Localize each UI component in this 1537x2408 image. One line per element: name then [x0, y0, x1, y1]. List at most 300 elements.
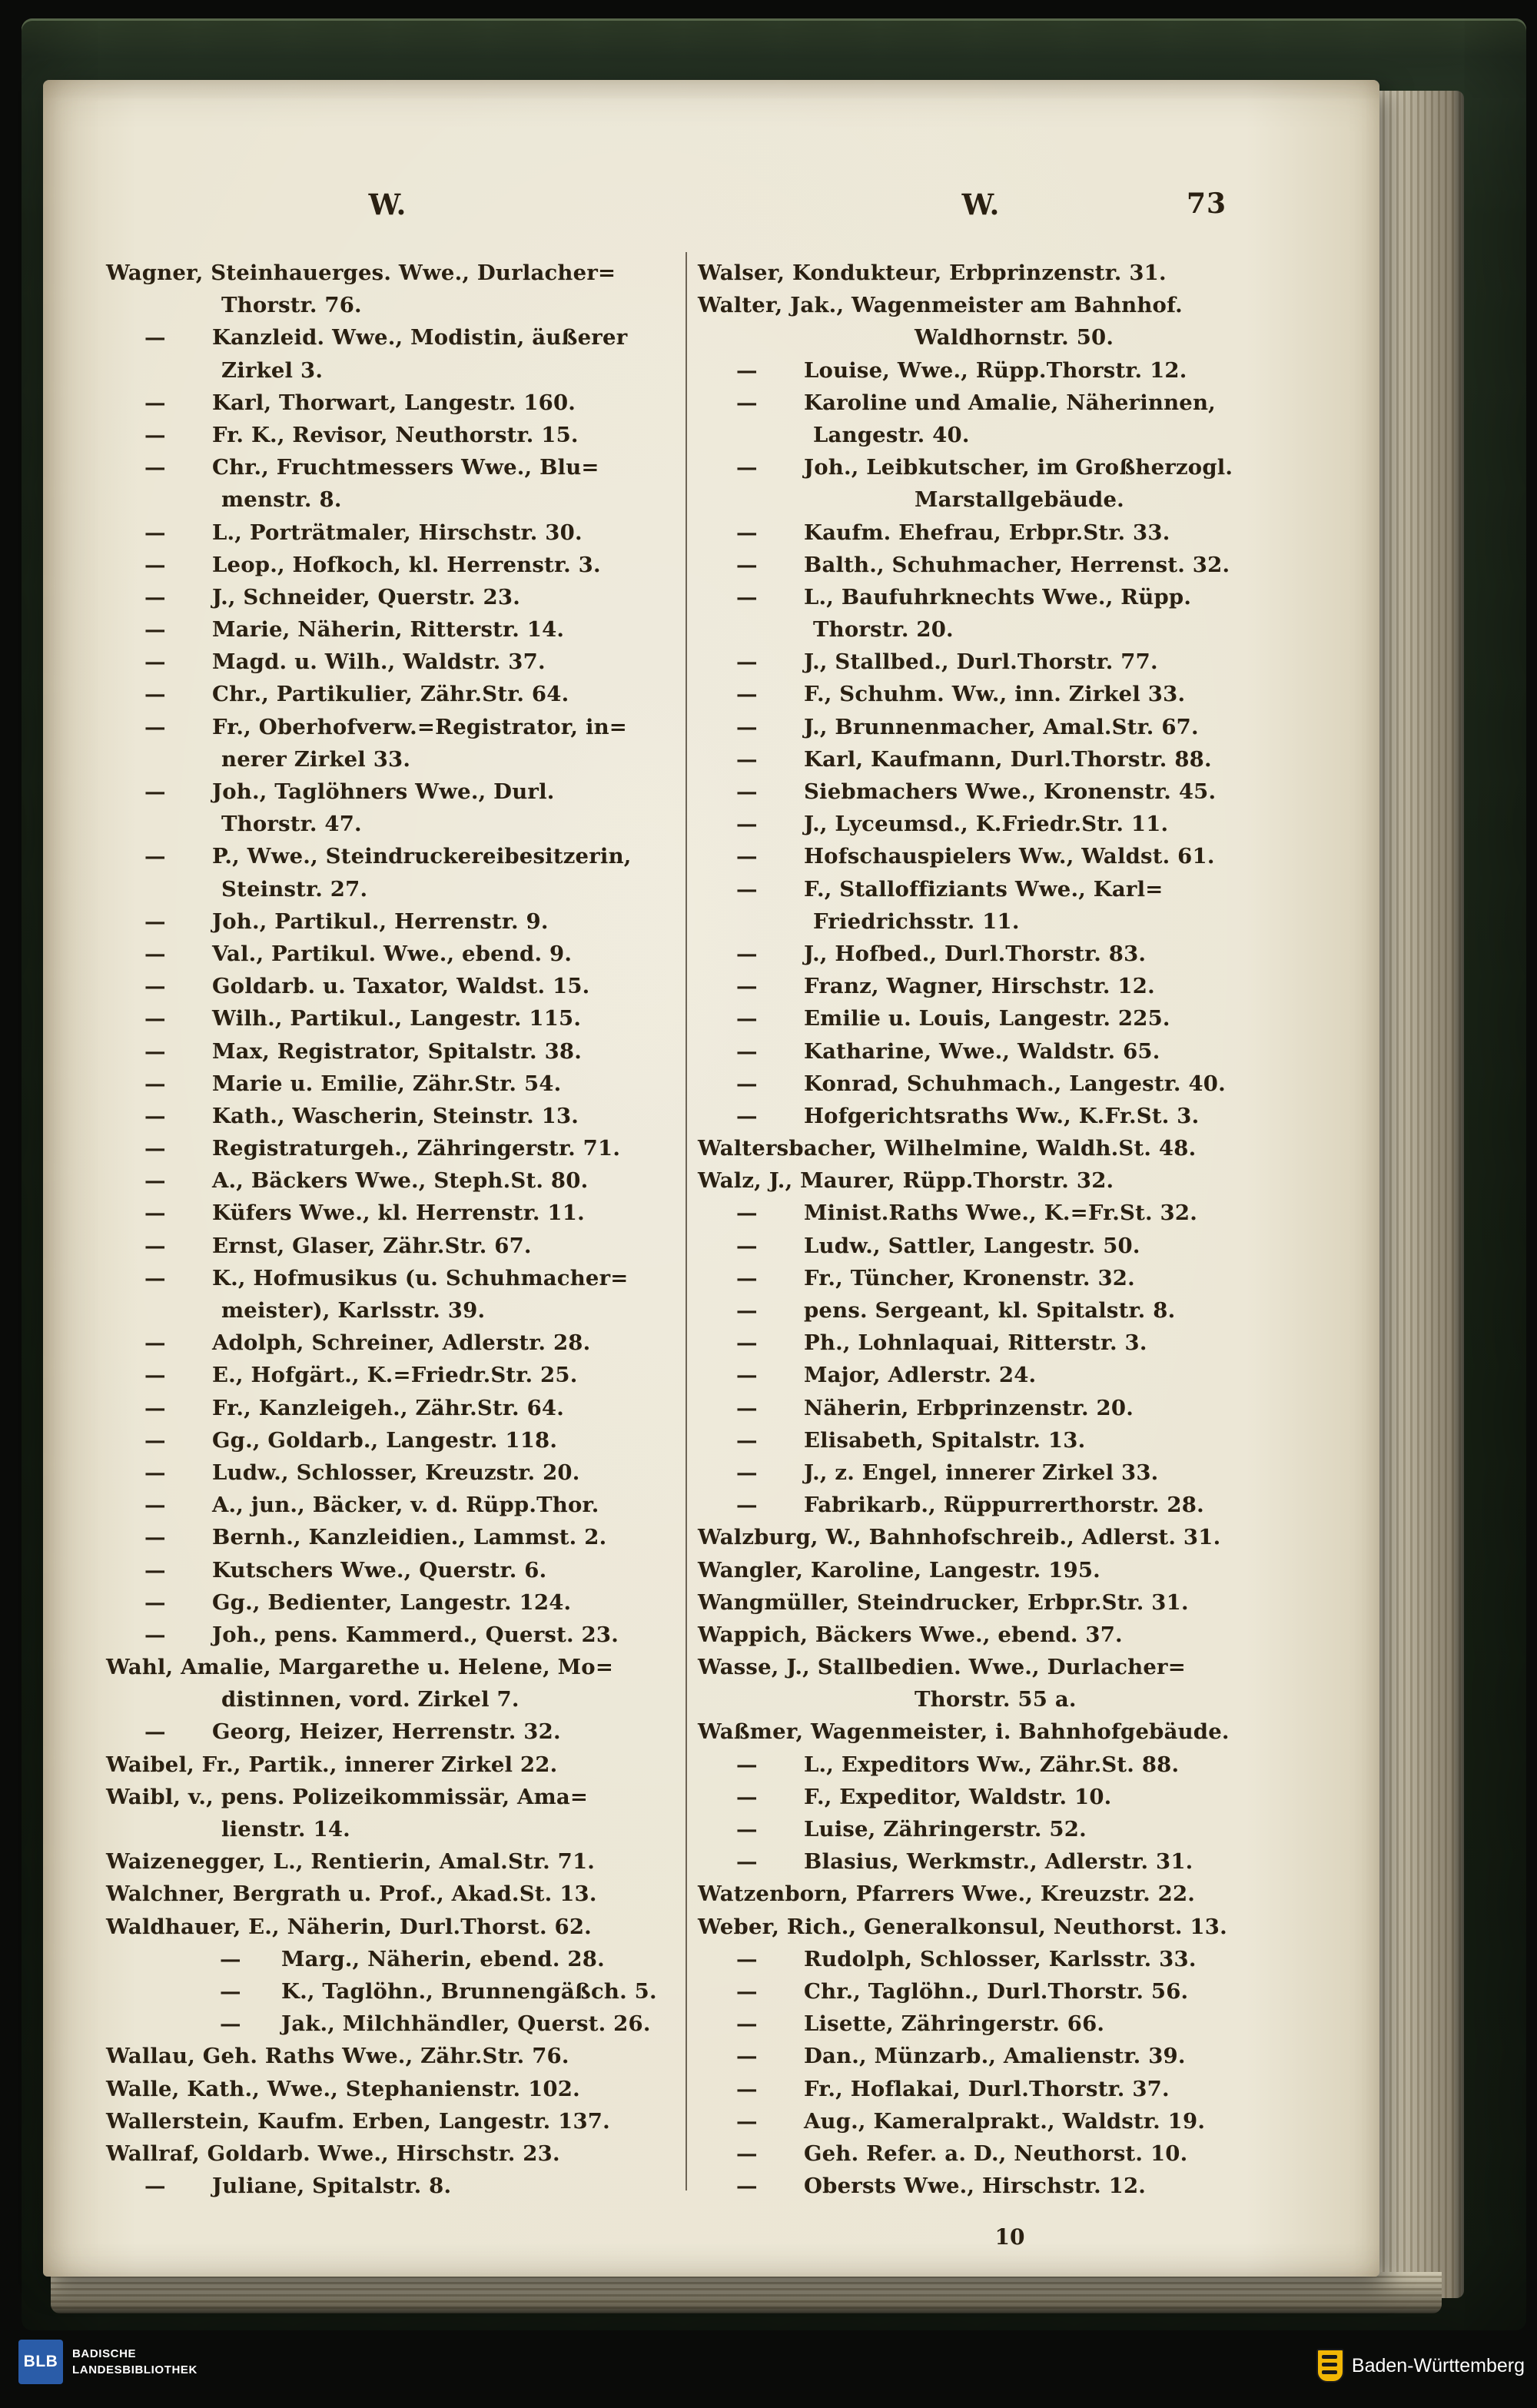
directory-line	[106, 840, 681, 872]
directory-line	[698, 1813, 1322, 1845]
directory-line-text: Ph., Lohnlaquai, Ritterstr. 3.	[804, 1330, 1147, 1356]
directory-line	[698, 1943, 1322, 1975]
directory-line-text: Karl, Kaufmann, Durl.Thorstr. 88.	[804, 746, 1212, 772]
repeat-surname-dash: —	[144, 1006, 166, 1031]
directory-line-text: Langestr. 40.	[813, 422, 970, 447]
signature-mark: 10	[994, 2224, 1025, 2250]
repeat-surname-dash: —	[144, 1493, 166, 1518]
directory-line	[698, 808, 1322, 840]
directory-line-text: Joh., Taglöhners Wwe., Durl.	[212, 779, 555, 804]
directory-line-text: Walz, J., Maurer, Rüpp.Thorstr. 32.	[698, 1168, 1114, 1194]
directory-line-text: Weber, Rich., Generalkonsul, Neuthorst. 13.	[698, 1914, 1227, 1939]
directory-line	[698, 1230, 1322, 1262]
directory-line-text: Fr., Oberhofverw.=Registrator, in=	[212, 714, 628, 739]
repeat-surname-dash: —	[736, 1493, 758, 1518]
repeat-surname-dash: —	[736, 1071, 758, 1096]
directory-line	[106, 1197, 681, 1229]
page-number: 73	[1187, 188, 1227, 220]
directory-line	[106, 549, 681, 581]
page-edge-stack	[1378, 91, 1464, 2298]
repeat-surname-dash: —	[736, 1978, 758, 2004]
directory-line	[106, 354, 681, 387]
directory-line	[106, 1911, 681, 1943]
directory-line-text: Major, Adlerstr. 24.	[804, 1363, 1037, 1388]
directory-line-text: A., Bäckers Wwe., Steph.St. 80.	[212, 1168, 589, 1194]
directory-line-text: Marstallgebäude.	[915, 487, 1124, 513]
directory-line	[106, 1521, 681, 1553]
repeat-surname-dash: —	[144, 1168, 166, 1194]
repeat-surname-dash: —	[144, 617, 166, 643]
directory-line-text: L., Porträtmaler, Hirschstr. 30.	[212, 520, 583, 545]
crest-lion-bar	[1322, 2363, 1337, 2366]
directory-line	[106, 257, 681, 289]
repeat-surname-dash: —	[220, 1978, 241, 2004]
directory-line	[106, 808, 681, 840]
directory-line-text: Emilie u. Louis, Langestr. 225.	[804, 1006, 1170, 1031]
directory-line-text: Aug., Kameralprakt., Waldstr. 19.	[804, 2108, 1206, 2134]
directory-line-text: K., Taglöhn., Brunnengäßch. 5.	[281, 1978, 657, 2004]
directory-line-text: Elisabeth, Spitalstr. 13.	[804, 1427, 1086, 1453]
directory-line	[698, 1327, 1322, 1359]
directory-line-text: Wahl, Amalie, Margarethe u. Helene, Mo=	[106, 1655, 614, 1680]
directory-line	[698, 1262, 1322, 1294]
repeat-surname-dash: —	[736, 1233, 758, 1258]
directory-line	[698, 549, 1322, 581]
repeat-surname-dash: —	[736, 1103, 758, 1128]
directory-line-text: Hofgerichtsraths Ww., K.Fr.St. 3.	[804, 1103, 1200, 1128]
directory-line-text: Ernst, Glaser, Zähr.Str. 67.	[212, 1233, 532, 1258]
repeat-surname-dash: —	[736, 746, 758, 772]
directory-line	[106, 873, 681, 905]
directory-line-text: Kaufm. Ehefrau, Erbpr.Str. 33.	[804, 520, 1170, 545]
repeat-surname-dash: —	[144, 1103, 166, 1128]
directory-line-text: Walser, Kondukteur, Erbprinzenstr. 31.	[698, 261, 1167, 285]
directory-line	[106, 451, 681, 483]
directory-line	[106, 1813, 681, 1845]
repeat-surname-dash: —	[144, 1589, 166, 1615]
directory-line	[106, 581, 681, 613]
repeat-surname-dash: —	[144, 1265, 166, 1290]
repeat-surname-dash: —	[736, 584, 758, 609]
directory-line-text: Küfers Wwe., kl. Herrenstr. 11.	[212, 1201, 585, 1226]
directory-line-text: lienstr. 14.	[221, 1817, 350, 1842]
blb-logo-icon: BLB	[18, 2340, 63, 2384]
directory-line	[698, 1164, 1322, 1197]
directory-line	[106, 1132, 681, 1164]
directory-line	[106, 1489, 681, 1521]
directory-line	[106, 1262, 681, 1294]
directory-line	[106, 1164, 681, 1197]
directory-line-text: Registraturgeh., Zähringerstr. 71.	[212, 1136, 621, 1161]
repeat-surname-dash: —	[144, 649, 166, 675]
directory-line-text: Marie, Näherin, Ritterstr. 14.	[212, 617, 565, 643]
directory-line	[698, 938, 1322, 970]
directory-line-text: E., Hofgärt., K.=Friedr.Str. 25.	[212, 1363, 578, 1388]
repeat-surname-dash: —	[736, 520, 758, 545]
directory-line-text: K., Hofmusikus (u. Schuhmacher=	[212, 1265, 629, 1290]
directory-line-text: Fr., Tüncher, Kronenstr. 32.	[804, 1265, 1135, 1290]
repeat-surname-dash: —	[736, 812, 758, 837]
directory-line-text: Joh., Leibkutscher, im Großherzogl.	[804, 455, 1233, 480]
directory-line-text: J., Brunnenmacher, Amal.Str. 67.	[804, 714, 1199, 739]
repeat-surname-dash: —	[144, 1557, 166, 1583]
directory-line	[698, 354, 1322, 387]
directory-line-text: Ludw., Sattler, Langestr. 50.	[804, 1233, 1140, 1258]
directory-line	[106, 1975, 681, 2008]
directory-line-text: Watzenborn, Pfarrers Wwe., Kreuzstr. 22.	[698, 1882, 1196, 1907]
directory-line-text: Katharine, Wwe., Waldstr. 65.	[804, 1038, 1160, 1064]
directory-line-text: F., Stalloffiziants Wwe., Karl=	[804, 876, 1164, 902]
library-watermark-label	[72, 2346, 198, 2378]
crest-lion-bar	[1322, 2355, 1337, 2359]
directory-line-text: Kath., Wascherin, Steinstr. 13.	[212, 1103, 579, 1128]
directory-line-text: L., Expeditors Ww., Zähr.St. 88.	[804, 1752, 1180, 1777]
directory-line	[106, 419, 681, 451]
directory-line	[698, 2040, 1322, 2072]
repeat-surname-dash: —	[144, 520, 166, 545]
repeat-surname-dash: —	[144, 390, 166, 415]
directory-line-text: menstr. 8.	[221, 487, 342, 513]
directory-line	[106, 2170, 681, 2202]
directory-line-text: Wagner, Steinhauerges. Wwe., Durlacher=	[106, 261, 616, 285]
repeat-surname-dash: —	[220, 1946, 241, 1971]
directory-line-text: Wappich, Bäckers Wwe., ebend. 37.	[698, 1622, 1123, 1647]
directory-line	[698, 1651, 1322, 1683]
directory-line-text: Luise, Zähringerstr. 52.	[804, 1817, 1087, 1842]
directory-line	[106, 1327, 681, 1359]
directory-line-text: Fabrikarb., Rüppurrerthorstr. 28.	[804, 1493, 1204, 1518]
repeat-surname-dash: —	[144, 974, 166, 999]
repeat-surname-dash: —	[144, 844, 166, 869]
repeat-surname-dash: —	[736, 714, 758, 739]
directory-line-text: Gg., Goldarb., Langestr. 118.	[212, 1427, 558, 1453]
directory-line	[106, 1554, 681, 1586]
directory-line	[698, 451, 1322, 483]
directory-line-text: Waldhornstr. 50.	[915, 325, 1114, 350]
directory-line	[106, 1359, 681, 1391]
directory-line-text: Walle, Kath., Wwe., Stephanienstr. 102.	[106, 2076, 580, 2101]
column-header-letter-left: W.	[368, 188, 407, 221]
directory-line-text: Minist.Raths Wwe., K.=Fr.St. 32.	[804, 1201, 1197, 1226]
repeat-surname-dash: —	[736, 1298, 758, 1323]
directory-line-text: A., jun., Bäcker, v. d. Rüpp.Thor.	[212, 1493, 599, 1518]
directory-line	[106, 2137, 681, 2170]
directory-line	[106, 1683, 681, 1715]
column-divider-rule	[686, 252, 687, 2190]
repeat-surname-dash: —	[144, 584, 166, 609]
library-watermark	[18, 2340, 198, 2384]
directory-line-text: Steinstr. 27.	[221, 876, 368, 902]
directory-line-text: Chr., Taglöhn., Durl.Thorstr. 56.	[804, 1978, 1189, 2004]
directory-line	[698, 840, 1322, 872]
directory-line-text: Ludw., Schlosser, Kreuzstr. 20.	[212, 1460, 580, 1485]
directory-line	[106, 2008, 681, 2040]
directory-line	[698, 1586, 1322, 1619]
repeat-surname-dash: —	[736, 779, 758, 804]
directory-line-text: Friedrichsstr. 11.	[813, 908, 1020, 934]
directory-line	[698, 1911, 1322, 1943]
repeat-surname-dash: —	[736, 1006, 758, 1031]
directory-line	[106, 1100, 681, 1132]
directory-line	[106, 938, 681, 970]
directory-line	[106, 1845, 681, 1878]
directory-line-text: Jak., Milchhändler, Querst. 26.	[281, 2011, 651, 2037]
directory-line	[698, 970, 1322, 1002]
directory-line-text: nerer Zirkel 33.	[221, 746, 411, 772]
repeat-surname-dash: —	[144, 941, 166, 966]
repeat-surname-dash: —	[144, 325, 166, 350]
directory-line-text: Waibl, v., pens. Polizeikommissär, Ama=	[106, 1784, 589, 1809]
directory-line-text: Georg, Heizer, Herrenstr. 32.	[212, 1719, 561, 1745]
directory-line-text: Gg., Bedienter, Langestr. 124.	[212, 1589, 572, 1615]
repeat-surname-dash: —	[736, 1363, 758, 1388]
repeat-surname-dash: —	[144, 1201, 166, 1226]
directory-line	[106, 678, 681, 710]
directory-line	[698, 1975, 1322, 2008]
directory-line-text: Wasse, J., Stallbedien. Wwe., Durlacher=	[698, 1655, 1186, 1680]
directory-line-text: Chr., Fruchtmessers Wwe., Blu=	[212, 455, 599, 480]
repeat-surname-dash: —	[144, 455, 166, 480]
directory-line-text: Walzburg, W., Bahnhofschreib., Adlerst. 31.	[698, 1525, 1221, 1550]
directory-line	[106, 1456, 681, 1489]
directory-line-text: F., Expeditor, Waldstr. 10.	[804, 1784, 1112, 1809]
directory-line-text: P., Wwe., Steindruckereibesitzerin,	[212, 844, 632, 869]
directory-line-text: Waltersbacher, Wilhelmine, Waldh.St. 48.	[698, 1136, 1197, 1161]
crest-lion-bar	[1322, 2370, 1337, 2374]
repeat-surname-dash: —	[144, 1427, 166, 1453]
repeat-surname-dash: —	[144, 1395, 166, 1420]
repeat-surname-dash: —	[736, 1201, 758, 1226]
repeat-surname-dash: —	[736, 1849, 758, 1875]
directory-line-text: Wilh., Partikul., Langestr. 115.	[212, 1006, 582, 1031]
directory-line-text: Val., Partikul. Wwe., ebend. 9.	[212, 941, 573, 966]
page-bottom-edge	[51, 2272, 1442, 2313]
repeat-surname-dash: —	[736, 1752, 758, 1777]
directory-line	[698, 711, 1322, 743]
directory-line-text: Hofschauspielers Ww., Waldst. 61.	[804, 844, 1215, 869]
directory-line-text: Wallraf, Goldarb. Wwe., Hirschstr. 23.	[106, 2141, 560, 2166]
directory-line-text: Rudolph, Schlosser, Karlsstr. 33.	[804, 1946, 1197, 1971]
directory-line-text: Thorstr. 47.	[221, 812, 362, 837]
repeat-surname-dash: —	[736, 2174, 758, 2199]
repeat-surname-dash: —	[144, 1622, 166, 1647]
scanned-page	[43, 80, 1379, 2277]
repeat-surname-dash: —	[736, 1395, 758, 1420]
directory-line	[106, 646, 681, 678]
directory-line	[106, 1715, 681, 1748]
repeat-surname-dash: —	[220, 2011, 241, 2037]
repeat-surname-dash: —	[736, 682, 758, 707]
repeat-surname-dash: —	[736, 1784, 758, 1809]
directory-line	[698, 1489, 1322, 1521]
directory-line	[698, 1035, 1322, 1068]
directory-line	[698, 1294, 1322, 1327]
repeat-surname-dash: —	[736, 2076, 758, 2101]
directory-line-text: J., Lyceumsd., K.Friedr.Str. 11.	[804, 812, 1169, 837]
repeat-surname-dash: —	[144, 1136, 166, 1161]
directory-line	[106, 1294, 681, 1327]
directory-line-text: Obersts Wwe., Hirschstr. 12.	[804, 2174, 1147, 2199]
state-watermark	[1316, 2349, 1525, 2383]
directory-line	[698, 1845, 1322, 1878]
directory-line-text: Fr. K., Revisor, Neuthorstr. 15.	[212, 422, 579, 447]
directory-line	[698, 646, 1322, 678]
repeat-surname-dash: —	[736, 2141, 758, 2166]
directory-line-text: Dan., Münzarb., Amalienstr. 39.	[804, 2044, 1186, 2069]
directory-line	[698, 1683, 1322, 1715]
directory-line-text: Lisette, Zähringerstr. 66.	[804, 2011, 1105, 2037]
repeat-surname-dash: —	[144, 908, 166, 934]
directory-line-text: Wangler, Karoline, Langestr. 195.	[698, 1557, 1100, 1583]
repeat-surname-dash: —	[144, 1038, 166, 1064]
directory-line-text: Wallau, Geh. Raths Wwe., Zähr.Str. 76.	[106, 2044, 569, 2069]
directory-line-text: Näherin, Erbprinzenstr. 20.	[804, 1395, 1134, 1420]
repeat-surname-dash: —	[736, 1460, 758, 1485]
directory-line-text: Fr., Hoflakai, Durl.Thorstr. 37.	[804, 2076, 1170, 2101]
page-content	[43, 80, 1379, 2277]
repeat-surname-dash: —	[736, 552, 758, 577]
directory-line	[698, 1197, 1322, 1229]
directory-line	[698, 1781, 1322, 1813]
directory-line	[698, 2137, 1322, 2170]
directory-line	[698, 1359, 1322, 1391]
directory-line	[698, 257, 1322, 289]
directory-line	[698, 1392, 1322, 1424]
directory-line	[698, 2073, 1322, 2105]
repeat-surname-dash: —	[144, 1460, 166, 1485]
directory-line	[698, 1521, 1322, 1553]
directory-column-left	[106, 257, 681, 2202]
directory-line-text: Chr., Partikulier, Zähr.Str. 64.	[212, 682, 569, 707]
directory-line	[698, 1749, 1322, 1781]
directory-line-text: Karoline und Amalie, Näherinnen,	[804, 390, 1216, 415]
directory-line	[106, 289, 681, 321]
directory-line-text: F., Schuhm. Ww., inn. Zirkel 33.	[804, 682, 1186, 707]
directory-line	[106, 516, 681, 549]
directory-line	[106, 905, 681, 938]
directory-line-text: Max, Registrator, Spitalstr. 38.	[212, 1038, 583, 1064]
directory-line	[106, 711, 681, 743]
directory-line-text: Kanzleid. Wwe., Modistin, äußerer	[212, 325, 628, 350]
directory-line-text: Waßmer, Wagenmeister, i. Bahnhofgebäude.	[698, 1719, 1230, 1745]
repeat-surname-dash: —	[144, 2174, 166, 2199]
repeat-surname-dash: —	[736, 941, 758, 966]
directory-line-text: Thorstr. 55 a.	[915, 1687, 1077, 1712]
repeat-surname-dash: —	[144, 682, 166, 707]
directory-line-text: Adolph, Schreiner, Adlerstr. 28.	[212, 1330, 591, 1356]
directory-line	[698, 1002, 1322, 1035]
directory-line	[106, 387, 681, 419]
directory-line-text: Wallerstein, Kaufm. Erben, Langestr. 137.	[106, 2108, 610, 2134]
repeat-surname-dash: —	[144, 1233, 166, 1258]
directory-line	[106, 1424, 681, 1456]
directory-line-text: Magd. u. Wilh., Waldstr. 37.	[212, 649, 546, 675]
directory-line	[698, 1619, 1322, 1651]
repeat-surname-dash: —	[736, 649, 758, 675]
directory-line	[106, 970, 681, 1002]
directory-line-text: Marie u. Emilie, Zähr.Str. 54.	[212, 1071, 562, 1096]
directory-line-text: Waizenegger, L., Rentierin, Amal.Str. 71.	[106, 1849, 596, 1875]
directory-line	[698, 516, 1322, 549]
directory-line	[698, 1100, 1322, 1132]
repeat-surname-dash: —	[144, 1525, 166, 1550]
directory-line-text: Konrad, Schuhmach., Langestr. 40.	[804, 1071, 1226, 1096]
directory-line	[698, 873, 1322, 905]
library-watermark-line1: BADISCHE	[72, 2347, 137, 2360]
directory-line-text: Blasius, Werkmstr., Adlerstr. 31.	[804, 1849, 1193, 1875]
directory-line-text: Juliane, Spitalstr. 8.	[212, 2174, 452, 2199]
directory-line-text: L., Baufuhrknechts Wwe., Rüpp.	[804, 584, 1192, 609]
directory-line-text: Goldarb. u. Taxator, Waldst. 15.	[212, 974, 590, 999]
directory-line-text: J., Schneider, Querstr. 23.	[212, 584, 520, 609]
directory-line	[106, 1781, 681, 1813]
directory-line	[698, 483, 1322, 516]
directory-line-text: pens. Sergeant, kl. Spitalstr. 8.	[804, 1298, 1176, 1323]
directory-line	[698, 1068, 1322, 1100]
directory-line	[106, 483, 681, 516]
directory-line	[698, 321, 1322, 354]
repeat-surname-dash: —	[736, 1946, 758, 1971]
directory-line	[106, 1943, 681, 1975]
directory-line	[698, 1456, 1322, 1489]
repeat-surname-dash: —	[736, 2044, 758, 2069]
repeat-surname-dash: —	[736, 1038, 758, 1064]
directory-line-text: Leop., Hofkoch, kl. Herrenstr. 3.	[212, 552, 601, 577]
repeat-surname-dash: —	[144, 552, 166, 577]
directory-line-text: meister), Karlsstr. 39.	[221, 1298, 486, 1323]
directory-line	[698, 289, 1322, 321]
directory-line	[698, 2170, 1322, 2202]
directory-line-text: Kutschers Wwe., Querstr. 6.	[212, 1557, 547, 1583]
repeat-surname-dash: —	[144, 714, 166, 739]
repeat-surname-dash: —	[144, 1071, 166, 1096]
directory-line	[106, 2105, 681, 2137]
directory-line	[698, 743, 1322, 776]
directory-line-text: Zirkel 3.	[221, 357, 324, 383]
directory-line	[698, 1878, 1322, 1910]
directory-line	[106, 613, 681, 646]
directory-line	[698, 1554, 1322, 1586]
directory-line-text: J., z. Engel, innerer Zirkel 33.	[804, 1460, 1159, 1485]
repeat-surname-dash: —	[736, 1427, 758, 1453]
directory-line	[106, 321, 681, 354]
repeat-surname-dash: —	[144, 1719, 166, 1745]
repeat-surname-dash: —	[736, 844, 758, 869]
directory-line	[106, 743, 681, 776]
directory-line-text: Thorstr. 20.	[813, 617, 954, 643]
directory-line-text: Wangmüller, Steindrucker, Erbpr.Str. 31.	[698, 1589, 1189, 1615]
directory-line	[106, 1651, 681, 1683]
directory-line	[106, 1619, 681, 1651]
directory-line	[698, 1715, 1322, 1748]
repeat-surname-dash: —	[736, 390, 758, 415]
directory-line-text: Siebmachers Wwe., Kronenstr. 45.	[804, 779, 1217, 804]
repeat-surname-dash: —	[736, 974, 758, 999]
directory-line	[106, 1068, 681, 1100]
directory-line-text: Waldhauer, E., Näherin, Durl.Thorst. 62.	[106, 1914, 592, 1939]
directory-line-text: Balth., Schuhmacher, Herrenst. 32.	[804, 552, 1230, 577]
repeat-surname-dash: —	[144, 422, 166, 447]
directory-line	[106, 1586, 681, 1619]
directory-line	[698, 387, 1322, 419]
directory-column-right	[698, 257, 1322, 2202]
directory-line-text: Waibel, Fr., Partik., innerer Zirkel 22.	[106, 1752, 558, 1777]
directory-line	[698, 776, 1322, 808]
directory-line	[698, 419, 1322, 451]
directory-line	[698, 613, 1322, 646]
directory-line	[698, 2105, 1322, 2137]
state-watermark-label: Baden-Württemberg	[1351, 2354, 1525, 2376]
